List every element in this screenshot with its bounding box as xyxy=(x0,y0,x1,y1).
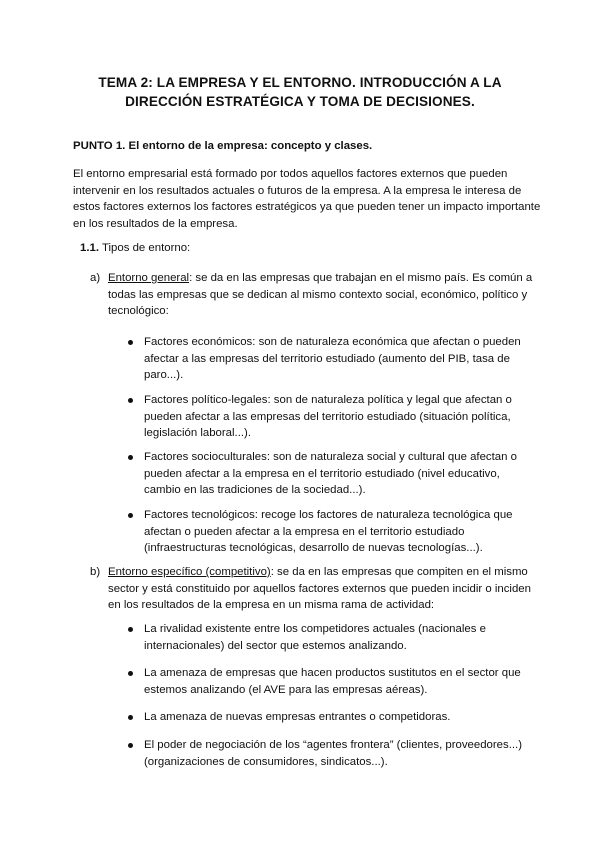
bullet-text: La amenaza de nuevas empresas entrantes o competidoras. xyxy=(144,711,451,723)
bullet-item xyxy=(128,709,528,726)
bullet-dot-icon xyxy=(128,340,133,345)
bullet-text: El poder de negociación de los “agentes frontera” (clientes, proveedores...) (organizaciones de consumidores, sindicatos...). xyxy=(144,739,523,768)
bullet-text: Factores socioculturales: son de naturaleza social y cultural que afectan o pueden afectar a la empresa en el territorio estudiado (nivel educativo, cambio en las tradiciones de la sociedad...). xyxy=(144,451,517,496)
bullet-item xyxy=(128,621,528,654)
bullet-text: Factores económicos: son de naturaleza económica que afectan o pueden afectar a las empresas del territorio estudiado (aumento del PIB, tasa de paro...). xyxy=(144,336,521,381)
bullet-text: Factores tecnológicos: recoge los factores de naturaleza tecnológica que afectan o pueden afectar a la empresa en el territorio estudiado (infraestructuras tecnológicas, desarrollo de nuevas tecnologías...). xyxy=(144,509,513,554)
list-marker: a) xyxy=(90,272,101,284)
list-item-entorno-especifico xyxy=(90,564,540,614)
subsection-title: Tipos de entorno: xyxy=(101,242,191,254)
term-entorno-especifico: Entorno específico (competitivo) xyxy=(108,566,271,578)
section-number: PUNTO 1. xyxy=(73,140,126,152)
subsection-number: 1.1. xyxy=(80,242,99,254)
bullet-dot-icon xyxy=(128,743,133,748)
section-title: El entorno de la empresa: concepto y clases. xyxy=(128,140,373,152)
bullet-dot-icon xyxy=(128,627,133,632)
term-entorno-general: Entorno general xyxy=(108,272,190,284)
document-title: TEMA 2: LA EMPRESA Y EL ENTORNO. INTRODUCCIÓN A LA DIRECCIÓN ESTRATÉGICA Y TOMA DE DECISIONES. xyxy=(98,75,502,109)
section-heading xyxy=(73,138,372,155)
bullet-item xyxy=(128,665,528,698)
bullet-item xyxy=(128,737,528,770)
bullet-item xyxy=(128,449,528,499)
list-item-text xyxy=(108,270,540,320)
list-marker: b) xyxy=(90,566,101,578)
bullet-item xyxy=(128,334,528,384)
bullet-text: La amenaza de empresas que hacen productos sustitutos en el sector que estemos analizando (el AVE para las empresas aéreas). xyxy=(144,667,521,696)
definition-entorno-general: : se da en las empresas que trabajan en el mismo país. Es común a todas las empresas que se dedican al mismo contexto social, económico, político y tecnológico: xyxy=(108,272,533,317)
bullet-text: Factores político-legales: son de naturaleza política y legal que afectan o pueden afectar a las empresas del territorio estudiado (situación política, legislación laboral...). xyxy=(144,394,512,439)
bullet-dot-icon xyxy=(128,715,133,720)
bullet-item xyxy=(128,507,528,557)
bullet-dot-icon xyxy=(128,671,133,676)
definition-entorno-especifico: : se da en las empresas que compiten en el mismo sector y está constituido por aquellos factores externos que pueden incidir o inciden en los resultados de la empresa en un misma rama de actividad: xyxy=(108,566,531,611)
bullet-dot-icon xyxy=(128,398,133,403)
bullet-text: La rivalidad existente entre los competidores actuales (nacionales e internacionales) del sector que estemos analizando. xyxy=(144,623,486,652)
bullet-dot-icon xyxy=(128,513,133,518)
bullet-dot-icon xyxy=(128,455,133,460)
list-item-text xyxy=(108,564,540,614)
subsection-heading xyxy=(80,240,190,257)
intro-paragraph: El entorno empresarial está formado por todos aquellos factores externos que pueden intervenir en los resultados actuales o futuros de la empresa. A la empresa le interesa de estos factores externos los factores estratégicos ya que pueden tener un impacto importante en los resultados de la empresa. xyxy=(73,168,541,230)
list-item-entorno-general xyxy=(90,270,540,320)
bullet-item xyxy=(128,392,528,442)
